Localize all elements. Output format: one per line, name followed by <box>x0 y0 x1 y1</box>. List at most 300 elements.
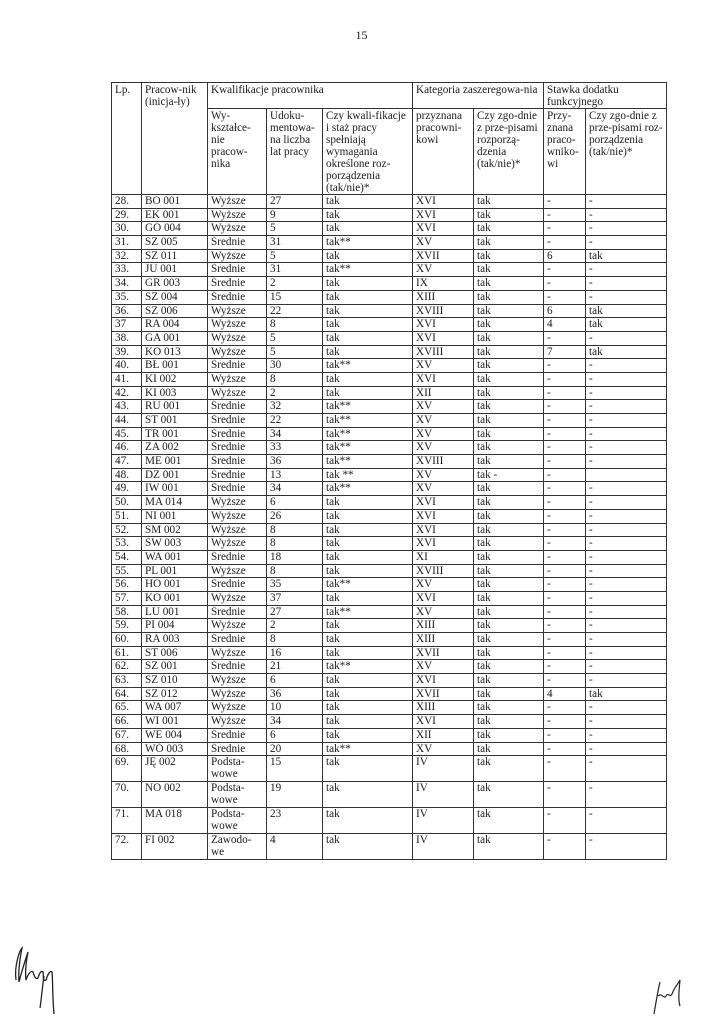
cell-employee: RU 001 <box>142 400 208 414</box>
cell-category-ok: tak <box>474 331 544 345</box>
cell-category-ok: tak <box>474 290 544 304</box>
cell-years: 6 <box>267 496 323 510</box>
table-row <box>112 496 667 510</box>
cell-education: Zawodo-we <box>208 834 267 860</box>
cell-employee: GÓ 004 <box>142 222 208 236</box>
cell-allowance-ok: - <box>586 605 667 619</box>
cell-category: XVI <box>413 222 474 236</box>
cell-category-ok: tak <box>474 400 544 414</box>
cell-allowance: - <box>544 523 586 537</box>
cell-qualification-ok: tak** <box>323 455 413 469</box>
cell-lp: 40. <box>112 359 142 373</box>
cell-category-ok: tak <box>474 359 544 373</box>
cell-allowance: - <box>544 605 586 619</box>
cell-category: IV <box>413 834 474 860</box>
cell-lp: 71. <box>112 808 142 834</box>
cell-education: Średnie <box>208 414 267 428</box>
table-row <box>112 619 667 633</box>
cell-allowance: 6 <box>544 249 586 263</box>
cell-allowance: - <box>544 331 586 345</box>
cell-category: XVI <box>413 318 474 332</box>
cell-qualification-ok: tak <box>323 756 413 782</box>
cell-category-ok: tak <box>474 195 544 209</box>
cell-employee: KI 003 <box>142 386 208 400</box>
cell-qualification-ok: tak <box>323 372 413 386</box>
cell-education: Podsta-wowe <box>208 782 267 808</box>
cell-lp: 46. <box>112 441 142 455</box>
cell-qualification-ok: tak** <box>323 482 413 496</box>
cell-category-ok: tak <box>474 728 544 742</box>
table-row <box>112 808 667 834</box>
cell-years: 22 <box>267 304 323 318</box>
cell-allowance-ok: - <box>586 372 667 386</box>
cell-qualification-ok: tak** <box>323 236 413 250</box>
table-row <box>112 195 667 209</box>
cell-years: 5 <box>267 222 323 236</box>
page-number: 15 <box>355 28 368 42</box>
cell-years: 8 <box>267 564 323 578</box>
cell-education: Średnie <box>208 277 267 291</box>
table-row <box>112 236 667 250</box>
cell-qualification-ok: tak <box>323 550 413 564</box>
cell-lp: 64. <box>112 687 142 701</box>
cell-allowance-ok: tak <box>586 249 667 263</box>
cell-years: 37 <box>267 591 323 605</box>
cell-allowance: - <box>544 808 586 834</box>
cell-lp: 29. <box>112 208 142 222</box>
cell-category-ok: tak <box>474 509 544 523</box>
cell-allowance-ok: - <box>586 756 667 782</box>
table-row <box>112 591 667 605</box>
cell-years: 31 <box>267 236 323 250</box>
cell-years: 13 <box>267 468 323 482</box>
cell-allowance-ok: - <box>586 222 667 236</box>
cell-category-ok: tak <box>474 414 544 428</box>
table-row <box>112 728 667 742</box>
cell-category: XVI <box>413 523 474 537</box>
cell-category: XV <box>413 400 474 414</box>
cell-category-ok: tak <box>474 633 544 647</box>
cell-education: Wyższe <box>208 674 267 688</box>
cell-education: Wyższe <box>208 646 267 660</box>
cell-education: Średnie <box>208 633 267 647</box>
cell-employee: GA 001 <box>142 331 208 345</box>
cell-education: Wyższe <box>208 537 267 551</box>
cell-category: XV <box>413 427 474 441</box>
cell-allowance: - <box>544 728 586 742</box>
cell-qualification-ok: tak <box>323 208 413 222</box>
cell-employee: SZ 005 <box>142 236 208 250</box>
cell-education: Wyższe <box>208 345 267 359</box>
cell-allowance-ok: - <box>586 236 667 250</box>
cell-employee: KO 013 <box>142 345 208 359</box>
cell-category: XV <box>413 742 474 756</box>
cell-allowance: - <box>544 263 586 277</box>
cell-years: 5 <box>267 249 323 263</box>
cell-lp: 55. <box>112 564 142 578</box>
cell-allowance: - <box>544 427 586 441</box>
header-category-ok: Czy zgo-dnie z prze-pisami rozporzą-dzenia (tak/nie)* <box>474 109 544 195</box>
cell-category-ok: tak <box>474 441 544 455</box>
cell-qualification-ok: tak <box>323 318 413 332</box>
cell-years: 8 <box>267 633 323 647</box>
cell-employee: RA 004 <box>142 318 208 332</box>
cell-allowance: 4 <box>544 687 586 701</box>
cell-qualification-ok: tak <box>323 687 413 701</box>
cell-employee: DZ 001 <box>142 468 208 482</box>
cell-allowance: - <box>544 400 586 414</box>
cell-employee: KI 002 <box>142 372 208 386</box>
cell-qualification-ok: tak ** <box>323 468 413 482</box>
cell-category-ok: tak <box>474 619 544 633</box>
cell-category-ok: tak <box>474 687 544 701</box>
cell-education: Średnie <box>208 236 267 250</box>
cell-qualification-ok: tak <box>323 222 413 236</box>
cell-qualification-ok: tak <box>323 564 413 578</box>
table-row <box>112 304 667 318</box>
cell-qualification-ok: tak <box>323 633 413 647</box>
cell-education: Średnie <box>208 742 267 756</box>
cell-education: Wyższe <box>208 701 267 715</box>
cell-allowance: - <box>544 701 586 715</box>
cell-lp: 70. <box>112 782 142 808</box>
cell-allowance: - <box>544 222 586 236</box>
cell-employee: SZ 001 <box>142 660 208 674</box>
cell-education: Wyższe <box>208 318 267 332</box>
cell-category: XVII <box>413 687 474 701</box>
cell-category: IV <box>413 782 474 808</box>
cell-lp: 62. <box>112 660 142 674</box>
cell-lp: 31. <box>112 236 142 250</box>
signature-right-icon <box>650 978 690 1016</box>
cell-education: Średnie <box>208 550 267 564</box>
cell-years: 5 <box>267 345 323 359</box>
cell-lp: 50. <box>112 496 142 510</box>
cell-allowance-ok: - <box>586 400 667 414</box>
cell-allowance-ok: - <box>586 208 667 222</box>
cell-category-ok: tak <box>474 496 544 510</box>
cell-category: XV <box>413 660 474 674</box>
cell-education: Średnie <box>208 468 267 482</box>
cell-employee: SZ 011 <box>142 249 208 263</box>
cell-allowance-ok: - <box>586 496 667 510</box>
header-category-group: Kategoria zaszeregowa-nia <box>413 83 544 109</box>
header-employee: Pracow-nik (inicja-ły) <box>142 83 208 195</box>
cell-education: Wyższe <box>208 304 267 318</box>
cell-years: 35 <box>267 578 323 592</box>
cell-lp: 39. <box>112 345 142 359</box>
cell-years: 21 <box>267 660 323 674</box>
cell-lp: 36. <box>112 304 142 318</box>
cell-lp: 30. <box>112 222 142 236</box>
cell-category: XV <box>413 482 474 496</box>
cell-qualification-ok: tak <box>323 496 413 510</box>
cell-qualification-ok: tak** <box>323 359 413 373</box>
cell-allowance-ok: tak <box>586 304 667 318</box>
cell-qualification-ok: tak <box>323 331 413 345</box>
cell-category-ok: tak <box>474 701 544 715</box>
table-row <box>112 660 667 674</box>
cell-employee: WÓ 003 <box>142 742 208 756</box>
cell-lp: 56. <box>112 578 142 592</box>
cell-employee: WE 004 <box>142 728 208 742</box>
cell-lp: 42. <box>112 386 142 400</box>
cell-category: XV <box>413 414 474 428</box>
cell-category-ok: tak <box>474 578 544 592</box>
table-row <box>112 359 667 373</box>
cell-category: XIII <box>413 701 474 715</box>
cell-allowance: - <box>544 509 586 523</box>
cell-employee: BO 001 <box>142 195 208 209</box>
cell-allowance-ok: - <box>586 331 667 345</box>
table-row <box>112 646 667 660</box>
cell-category-ok: tak <box>474 808 544 834</box>
cell-employee: SZ 012 <box>142 687 208 701</box>
cell-allowance-ok: - <box>586 564 667 578</box>
cell-allowance-ok: - <box>586 834 667 860</box>
cell-allowance: - <box>544 414 586 428</box>
table-row <box>112 482 667 496</box>
cell-category: XVI <box>413 674 474 688</box>
cell-qualification-ok: tak <box>323 808 413 834</box>
cell-category-ok: tak <box>474 236 544 250</box>
cell-education: Wyższe <box>208 687 267 701</box>
cell-employee: HO 001 <box>142 578 208 592</box>
cell-years: 31 <box>267 263 323 277</box>
cell-qualification-ok: tak** <box>323 263 413 277</box>
table-row <box>112 674 667 688</box>
table-row <box>112 372 667 386</box>
cell-lp: 57. <box>112 591 142 605</box>
cell-lp: 54. <box>112 550 142 564</box>
table-row <box>112 537 667 551</box>
cell-allowance: - <box>544 674 586 688</box>
cell-years: 18 <box>267 550 323 564</box>
table-row <box>112 605 667 619</box>
cell-allowance: 7 <box>544 345 586 359</box>
cell-allowance-ok: tak <box>586 345 667 359</box>
cell-lp: 41. <box>112 372 142 386</box>
cell-education: Średnie <box>208 605 267 619</box>
table-row <box>112 263 667 277</box>
cell-category: XVII <box>413 646 474 660</box>
cell-allowance-ok: - <box>586 742 667 756</box>
cell-employee: RA 003 <box>142 633 208 647</box>
cell-lp: 32. <box>112 249 142 263</box>
employee-qualifications-table <box>111 82 667 860</box>
table-row <box>112 742 667 756</box>
cell-qualification-ok: tak <box>323 619 413 633</box>
cell-years: 16 <box>267 646 323 660</box>
cell-education: Wyższe <box>208 591 267 605</box>
cell-allowance-ok: - <box>586 591 667 605</box>
cell-category: XV <box>413 578 474 592</box>
cell-category-ok: tak <box>474 455 544 469</box>
cell-lp: 52. <box>112 523 142 537</box>
cell-allowance-ok: - <box>586 701 667 715</box>
cell-employee: ZA 002 <box>142 441 208 455</box>
cell-qualification-ok: tak** <box>323 742 413 756</box>
cell-years: 6 <box>267 728 323 742</box>
cell-qualification-ok: tak <box>323 782 413 808</box>
cell-category-ok: tak <box>474 345 544 359</box>
cell-employee: MA 014 <box>142 496 208 510</box>
cell-employee: BŁ 001 <box>142 359 208 373</box>
cell-qualification-ok: tak <box>323 345 413 359</box>
cell-education: Wyższe <box>208 386 267 400</box>
cell-allowance-ok: - <box>586 482 667 496</box>
cell-allowance: - <box>544 468 586 482</box>
cell-years: 4 <box>267 834 323 860</box>
cell-allowance: - <box>544 195 586 209</box>
cell-allowance: - <box>544 359 586 373</box>
cell-education: Wyższe <box>208 715 267 729</box>
cell-employee: ME 001 <box>142 455 208 469</box>
cell-qualification-ok: tak <box>323 277 413 291</box>
cell-category-ok: tak <box>474 372 544 386</box>
cell-category: XVIII <box>413 564 474 578</box>
cell-qualification-ok: tak** <box>323 660 413 674</box>
cell-allowance: - <box>544 660 586 674</box>
cell-qualification-ok: tak <box>323 537 413 551</box>
cell-category: IV <box>413 756 474 782</box>
cell-qualification-ok: tak <box>323 290 413 304</box>
cell-allowance-ok: - <box>586 633 667 647</box>
table-row <box>112 208 667 222</box>
cell-category-ok: tak - <box>474 468 544 482</box>
cell-employee: SZ 006 <box>142 304 208 318</box>
cell-allowance: - <box>544 550 586 564</box>
cell-education: Wyższe <box>208 523 267 537</box>
cell-years: 8 <box>267 318 323 332</box>
cell-qualification-ok: tak <box>323 523 413 537</box>
table-row <box>112 318 667 332</box>
cell-allowance-ok: - <box>586 782 667 808</box>
table-row <box>112 564 667 578</box>
cell-category: XI <box>413 550 474 564</box>
cell-lp: 65. <box>112 701 142 715</box>
cell-lp: 45. <box>112 427 142 441</box>
cell-allowance-ok: - <box>586 619 667 633</box>
cell-allowance: 4 <box>544 318 586 332</box>
cell-allowance: 6 <box>544 304 586 318</box>
cell-lp: 49. <box>112 482 142 496</box>
table-row <box>112 782 667 808</box>
cell-category-ok: tak <box>474 318 544 332</box>
cell-employee: IW 001 <box>142 482 208 496</box>
cell-qualification-ok: tak <box>323 249 413 263</box>
cell-allowance: - <box>544 290 586 304</box>
cell-lp: 35. <box>112 290 142 304</box>
cell-category-ok: tak <box>474 427 544 441</box>
cell-education: Średnie <box>208 578 267 592</box>
cell-category: XVI <box>413 331 474 345</box>
cell-education: Podsta-wowe <box>208 756 267 782</box>
cell-employee: WA 007 <box>142 701 208 715</box>
cell-lp: 66. <box>112 715 142 729</box>
table-row <box>112 222 667 236</box>
cell-lp: 37 <box>112 318 142 332</box>
table-row <box>112 441 667 455</box>
cell-education: Wyższe <box>208 331 267 345</box>
cell-qualification-ok: tak** <box>323 578 413 592</box>
cell-employee: FI 002 <box>142 834 208 860</box>
cell-years: 34 <box>267 427 323 441</box>
cell-lp: 38. <box>112 331 142 345</box>
table-row <box>112 633 667 647</box>
cell-employee: WA 001 <box>142 550 208 564</box>
cell-category-ok: tak <box>474 550 544 564</box>
cell-employee: SM 002 <box>142 523 208 537</box>
cell-employee: GR 003 <box>142 277 208 291</box>
cell-category-ok: tak <box>474 834 544 860</box>
cell-allowance-ok: - <box>586 386 667 400</box>
cell-category: XV <box>413 236 474 250</box>
cell-allowance-ok: - <box>586 277 667 291</box>
cell-allowance: - <box>544 564 586 578</box>
cell-education: Średnie <box>208 290 267 304</box>
cell-qualification-ok: tak <box>323 386 413 400</box>
cell-years: 34 <box>267 482 323 496</box>
cell-qualification-ok: tak <box>323 834 413 860</box>
table-row <box>112 414 667 428</box>
cell-years: 36 <box>267 687 323 701</box>
cell-years: 36 <box>267 455 323 469</box>
cell-category: XVI <box>413 195 474 209</box>
cell-allowance-ok: - <box>586 359 667 373</box>
cell-education: Wyższe <box>208 222 267 236</box>
cell-category: IV <box>413 808 474 834</box>
cell-allowance: - <box>544 482 586 496</box>
cell-allowance-ok: - <box>586 660 667 674</box>
header-education: Wy-kształce-nie pracow-nika <box>208 109 267 195</box>
cell-allowance: - <box>544 834 586 860</box>
cell-allowance-ok: - <box>586 715 667 729</box>
cell-category-ok: tak <box>474 277 544 291</box>
cell-education: Wyższe <box>208 564 267 578</box>
cell-qualification-ok: tak** <box>323 427 413 441</box>
cell-category: XV <box>413 263 474 277</box>
cell-qualification-ok: tak <box>323 728 413 742</box>
cell-education: Średnie <box>208 455 267 469</box>
table-row <box>112 249 667 263</box>
cell-allowance: - <box>544 236 586 250</box>
cell-allowance: - <box>544 756 586 782</box>
cell-category: XVI <box>413 509 474 523</box>
cell-allowance-ok: - <box>586 195 667 209</box>
cell-allowance: - <box>544 496 586 510</box>
cell-years: 34 <box>267 715 323 729</box>
table-row <box>112 756 667 782</box>
table-row <box>112 277 667 291</box>
cell-allowance-ok: tak <box>586 687 667 701</box>
cell-category-ok: tak <box>474 208 544 222</box>
cell-years: 22 <box>267 414 323 428</box>
cell-years: 32 <box>267 400 323 414</box>
cell-years: 9 <box>267 208 323 222</box>
cell-allowance: - <box>544 372 586 386</box>
cell-category: XII <box>413 728 474 742</box>
cell-qualification-ok: tak <box>323 715 413 729</box>
cell-lp: 28. <box>112 195 142 209</box>
cell-lp: 59. <box>112 619 142 633</box>
cell-category-ok: tak <box>474 263 544 277</box>
cell-years: 27 <box>267 605 323 619</box>
table-row <box>112 578 667 592</box>
cell-category: XVI <box>413 372 474 386</box>
header-category-assigned: przyznana pracowni-kowi <box>413 109 474 195</box>
cell-education: Wyższe <box>208 249 267 263</box>
